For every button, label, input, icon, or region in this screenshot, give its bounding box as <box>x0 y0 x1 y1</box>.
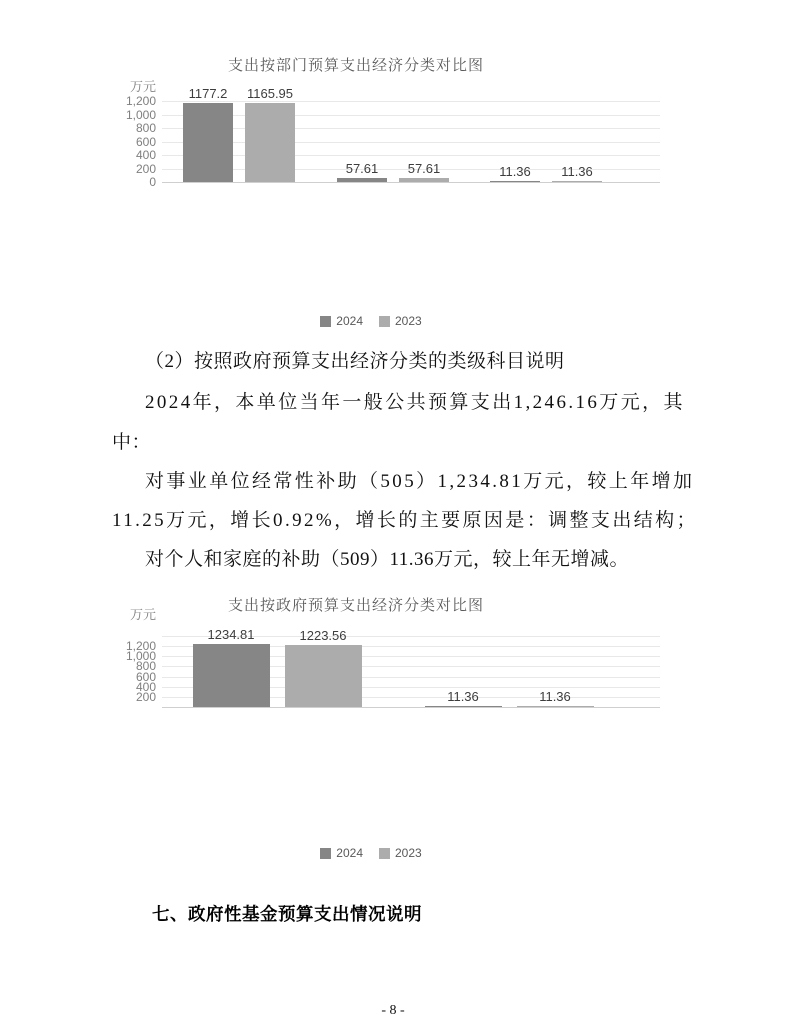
y-axis-tick-label: 0 <box>149 175 156 189</box>
gridline <box>162 128 660 129</box>
y-axis-unit-label: 万元 <box>130 79 157 94</box>
y-axis-unit-label: 万元 <box>130 607 157 622</box>
bar-value-label: 11.36 <box>499 164 531 179</box>
chart-legend <box>122 846 620 860</box>
y-axis-tick-label: 1,200 <box>125 639 156 654</box>
y-axis-tick-label: 1,000 <box>125 107 156 122</box>
y-axis-tick-label: 600 <box>135 669 156 684</box>
bar-value-label: 1165.95 <box>246 86 294 101</box>
bar-2023 <box>285 645 362 707</box>
y-axis-tick-label: 200 <box>135 161 156 176</box>
bar-2024 <box>193 644 270 707</box>
bar-value-label: 1223.56 <box>299 628 347 643</box>
body-line: 中： <box>112 432 152 453</box>
bar-value-label: 11.36 <box>539 689 571 704</box>
gridline <box>162 142 660 143</box>
y-axis-tick-label: 800 <box>135 659 156 674</box>
legend-label: 2023 <box>395 314 422 328</box>
section-heading: 七、政府性基金预算支出情况说明 <box>152 904 422 924</box>
bar-2023 <box>399 178 449 182</box>
y-axis-tick-label: 600 <box>135 134 156 149</box>
y-axis-tick-label: 200 <box>135 689 156 704</box>
legend-swatch <box>379 848 390 859</box>
bar-2024 <box>490 181 540 182</box>
legend-item-2023 <box>379 846 422 860</box>
bar-value-label: 57.61 <box>345 161 379 176</box>
bar-2024 <box>425 706 502 707</box>
bar-value-label: 1177.2 <box>188 86 228 101</box>
gridline <box>162 182 660 183</box>
bar-value-label: 1234.81 <box>207 627 255 642</box>
bar-value-label: 57.61 <box>407 161 441 176</box>
body-line: 2024年，本单位当年一般公共预算支出1,246.16万元，其 <box>145 392 685 413</box>
legend-swatch <box>320 316 331 327</box>
legend-label: 2023 <box>395 846 422 860</box>
gridline <box>162 101 660 102</box>
y-axis-tick-label: 400 <box>135 148 156 162</box>
body-line: 对个人和家庭的补助（509）11.36万元，较上年无增减。 <box>145 549 630 570</box>
bar-2023 <box>517 706 594 707</box>
page-number: - 8 - <box>381 1003 405 1018</box>
y-axis-tick-label: 1,000 <box>125 649 156 664</box>
body-line: （2）按照政府预算支出经济分类的类级科目说明 <box>145 351 565 372</box>
bar-2023 <box>552 181 602 182</box>
legend-item-2024 <box>320 314 363 328</box>
y-axis-tick-label: 800 <box>135 121 156 135</box>
bar-2024 <box>183 103 233 182</box>
chart-legend <box>122 314 620 328</box>
bar-value-label: 11.36 <box>447 689 479 704</box>
gridline <box>162 707 660 708</box>
y-axis-tick-label: 1,200 <box>125 94 156 108</box>
body-line: 11.25万元，增长0.92%，增长的主要原因是：调整支出结构； <box>112 510 698 531</box>
bar-2024 <box>337 178 387 182</box>
bar-2023 <box>245 103 295 182</box>
gridline <box>162 155 660 156</box>
legend-swatch <box>320 848 331 859</box>
legend-label: 2024 <box>336 314 363 328</box>
legend-item-2023 <box>379 314 422 328</box>
legend-label: 2024 <box>336 846 363 860</box>
y-axis-tick-label: 400 <box>135 679 156 694</box>
body-line: 对事业单位经常性补助（505）1,234.81万元，较上年增加 <box>145 471 695 492</box>
chart-title: 支出按部门预算支出经济分类对比图 <box>227 57 484 74</box>
chart-title: 支出按政府预算支出经济分类对比图 <box>227 597 484 614</box>
bar-value-label: 11.36 <box>561 164 593 179</box>
gridline <box>162 115 660 116</box>
legend-swatch <box>379 316 390 327</box>
legend-item-2024 <box>320 846 363 860</box>
